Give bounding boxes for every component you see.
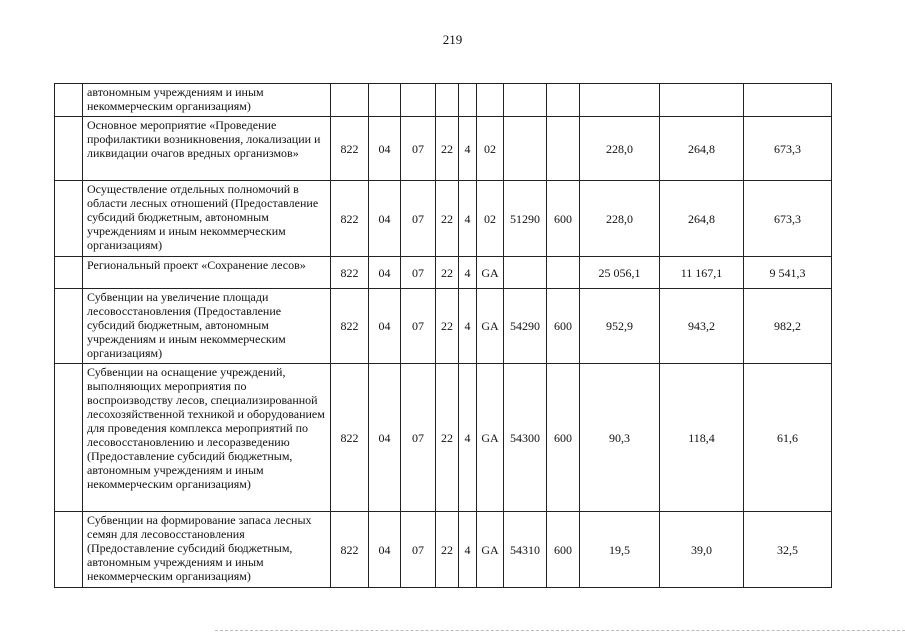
cs3-cell: GA	[477, 512, 504, 588]
amount-2021-cell: 673,3	[744, 117, 832, 181]
table-row	[55, 512, 832, 588]
table-row	[55, 289, 832, 364]
amount-2019-cell: 25 056,1	[580, 257, 660, 289]
vr-cell: 600	[547, 289, 580, 364]
vr-cell	[547, 117, 580, 181]
cs3-cell: GA	[477, 289, 504, 364]
cs2-cell: 4	[459, 364, 477, 512]
name-cell: автономным учреждениям и иным некоммерческим организациям)	[83, 84, 331, 117]
cs2-cell: 4	[459, 117, 477, 181]
cs2-cell: 4	[459, 512, 477, 588]
cs1-cell: 22	[436, 512, 459, 588]
cs4-cell	[504, 84, 547, 117]
table-row	[55, 84, 832, 117]
rz-cell: 04	[369, 257, 401, 289]
index-cell	[55, 512, 83, 588]
amount-2019-cell	[580, 84, 660, 117]
cs1-cell	[436, 84, 459, 117]
cs3-cell: GA	[477, 257, 504, 289]
index-cell	[55, 181, 83, 257]
table-row	[55, 257, 832, 289]
cs1-cell: 22	[436, 289, 459, 364]
cs4-cell: 54290	[504, 289, 547, 364]
index-cell	[55, 117, 83, 181]
cs4-cell: 54310	[504, 512, 547, 588]
name-cell: Осуществление отдельных полномочий в области лесных отношений (Предоставление субсидий бюджетным, автономным учреждениям и иным некоммерческим организациям)	[83, 181, 331, 257]
index-cell	[55, 289, 83, 364]
cs1-cell: 22	[436, 364, 459, 512]
table-row	[55, 181, 832, 257]
index-cell	[55, 84, 83, 117]
vr-cell: 600	[547, 364, 580, 512]
amount-2019-cell: 952,9	[580, 289, 660, 364]
cs4-cell: 54300	[504, 364, 547, 512]
amount-2021-cell: 982,2	[744, 289, 832, 364]
gr-cell	[331, 84, 369, 117]
amount-2021-cell: 61,6	[744, 364, 832, 512]
cs4-cell	[504, 257, 547, 289]
amount-2020-cell: 264,8	[660, 117, 744, 181]
cs3-cell: GA	[477, 364, 504, 512]
name-cell: Основное мероприятие «Проведение профилактики возникновения, локализации и ликвидации очагов вредных организмов»	[83, 117, 331, 181]
pr-cell: 07	[401, 512, 436, 588]
rz-cell: 04	[369, 364, 401, 512]
rz-cell: 04	[369, 512, 401, 588]
gr-cell: 822	[331, 364, 369, 512]
cs4-cell	[504, 117, 547, 181]
amount-2019-cell: 19,5	[580, 512, 660, 588]
cs1-cell: 22	[436, 257, 459, 289]
vr-cell: 600	[547, 181, 580, 257]
cs2-cell	[459, 84, 477, 117]
amount-2020-cell: 39,0	[660, 512, 744, 588]
gr-cell: 822	[331, 512, 369, 588]
amount-2021-cell: 32,5	[744, 512, 832, 588]
pr-cell: 07	[401, 117, 436, 181]
rz-cell: 04	[369, 289, 401, 364]
amount-2021-cell	[744, 84, 832, 117]
amount-2020-cell	[660, 84, 744, 117]
table-row	[55, 364, 832, 512]
pr-cell: 07	[401, 181, 436, 257]
index-cell	[55, 364, 83, 512]
amount-2021-cell: 673,3	[744, 181, 832, 257]
gr-cell: 822	[331, 181, 369, 257]
pr-cell: 07	[401, 257, 436, 289]
pr-cell	[401, 84, 436, 117]
rz-cell: 04	[369, 117, 401, 181]
cs1-cell: 22	[436, 117, 459, 181]
page-number: 219	[442, 32, 463, 47]
vr-cell	[547, 257, 580, 289]
name-cell: Субвенции на увеличение площади лесовосстановления (Предоставление субсидий бюджетным, автономным учреждениям и иным некоммерческим организациям)	[83, 289, 331, 364]
rz-cell	[369, 84, 401, 117]
table-row	[55, 117, 832, 181]
amount-2019-cell: 228,0	[580, 117, 660, 181]
cs2-cell: 4	[459, 289, 477, 364]
amount-2021-cell: 9 541,3	[744, 257, 832, 289]
scan-artifact-line	[215, 630, 905, 631]
vr-cell	[547, 84, 580, 117]
cs3-cell	[477, 84, 504, 117]
name-cell: Субвенции на формирование запаса лесных семян для лесовосстановления (Предоставление субсидий бюджетным, автономным учреждениям и иным некоммерческим организациям)	[83, 512, 331, 588]
cs2-cell: 4	[459, 181, 477, 257]
index-cell	[55, 257, 83, 289]
rz-cell: 04	[369, 181, 401, 257]
vr-cell: 600	[547, 512, 580, 588]
amount-2020-cell: 943,2	[660, 289, 744, 364]
amount-2019-cell: 228,0	[580, 181, 660, 257]
cs3-cell: 02	[477, 181, 504, 257]
cs2-cell: 4	[459, 257, 477, 289]
budget-table	[54, 83, 832, 588]
name-cell: Субвенции на оснащение учреждений, выполняющих мероприятия по воспроизводству лесов, специализированной лесохозяйственной техникой и оборудованием для проведения комплекса мероприятий по лесовосстановлению и лесоразведению (Предоставление субсидий бюджетным, автономным учреждениям и иным некоммерческим организациям)	[83, 364, 331, 512]
pr-cell: 07	[401, 364, 436, 512]
cs1-cell: 22	[436, 181, 459, 257]
amount-2020-cell: 264,8	[660, 181, 744, 257]
cs3-cell: 02	[477, 117, 504, 181]
amount-2020-cell: 118,4	[660, 364, 744, 512]
cs4-cell: 51290	[504, 181, 547, 257]
gr-cell: 822	[331, 289, 369, 364]
name-cell: Региональный проект «Сохранение лесов»	[83, 257, 331, 289]
amount-2020-cell: 11 167,1	[660, 257, 744, 289]
gr-cell: 822	[331, 117, 369, 181]
gr-cell: 822	[331, 257, 369, 289]
pr-cell: 07	[401, 289, 436, 364]
amount-2019-cell: 90,3	[580, 364, 660, 512]
